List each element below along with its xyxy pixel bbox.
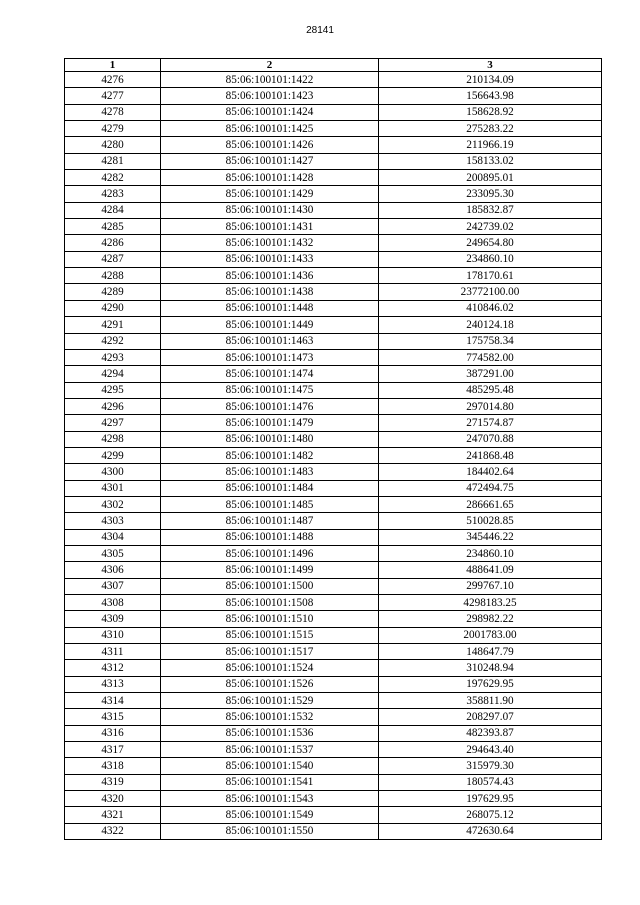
table-row (65, 153, 602, 169)
table-row (65, 611, 602, 627)
table-row (65, 415, 602, 431)
row-number-cell: 4296 (65, 398, 161, 414)
row-number-cell: 4311 (65, 644, 161, 660)
cadastral-number-cell: 85:06:100101:1510 (161, 611, 379, 627)
table-row (65, 774, 602, 790)
row-number-cell: 4286 (65, 235, 161, 251)
cadastral-number-cell: 85:06:100101:1431 (161, 219, 379, 235)
cadastral-number-cell: 85:06:100101:1430 (161, 202, 379, 218)
row-number-cell: 4291 (65, 317, 161, 333)
row-number-cell: 4293 (65, 349, 161, 365)
value-cell: 4298183.25 (379, 595, 602, 611)
row-number-cell: 4306 (65, 562, 161, 578)
cadastral-number-cell: 85:06:100101:1484 (161, 480, 379, 496)
cadastral-number-cell: 85:06:100101:1540 (161, 758, 379, 774)
header-row (65, 59, 602, 72)
row-number-cell: 4316 (65, 725, 161, 741)
value-cell: 156643.98 (379, 88, 602, 104)
table-row (65, 349, 602, 365)
table-row (65, 758, 602, 774)
cadastral-number-cell: 85:06:100101:1476 (161, 398, 379, 414)
cadastral-number-cell: 85:06:100101:1541 (161, 774, 379, 790)
cadastral-number-cell: 85:06:100101:1449 (161, 317, 379, 333)
cadastral-number-cell: 85:06:100101:1488 (161, 529, 379, 545)
table-row (65, 644, 602, 660)
cadastral-number-cell: 85:06:100101:1422 (161, 72, 379, 88)
table-row (65, 676, 602, 692)
table-row (65, 447, 602, 463)
cadastral-number-cell: 85:06:100101:1479 (161, 415, 379, 431)
value-cell: 175758.34 (379, 333, 602, 349)
row-number-cell: 4289 (65, 284, 161, 300)
row-number-cell: 4305 (65, 545, 161, 561)
table-row (65, 513, 602, 529)
row-number-cell: 4292 (65, 333, 161, 349)
cadastral-number-cell: 85:06:100101:1482 (161, 447, 379, 463)
table-row (65, 186, 602, 202)
cadastral-number-cell: 85:06:100101:1480 (161, 431, 379, 447)
row-number-cell: 4315 (65, 709, 161, 725)
row-number-cell: 4314 (65, 693, 161, 709)
value-cell: 178170.61 (379, 268, 602, 284)
row-number-cell: 4313 (65, 676, 161, 692)
cadastral-number-cell: 85:06:100101:1424 (161, 104, 379, 120)
row-number-cell: 4319 (65, 774, 161, 790)
table-row (65, 137, 602, 153)
value-cell: 472630.64 (379, 823, 602, 839)
cadastral-number-cell: 85:06:100101:1475 (161, 382, 379, 398)
table-row (65, 121, 602, 137)
row-number-cell: 4276 (65, 72, 161, 88)
value-cell: 184402.64 (379, 464, 602, 480)
cadastral-number-cell: 85:06:100101:1423 (161, 88, 379, 104)
row-number-cell: 4308 (65, 595, 161, 611)
table-row (65, 317, 602, 333)
table-row (65, 235, 602, 251)
cadastral-number-cell: 85:06:100101:1536 (161, 725, 379, 741)
value-cell: 271574.87 (379, 415, 602, 431)
cadastral-number-cell: 85:06:100101:1496 (161, 545, 379, 561)
value-cell: 488641.09 (379, 562, 602, 578)
value-cell: 240124.18 (379, 317, 602, 333)
row-number-cell: 4301 (65, 480, 161, 496)
row-number-cell: 4317 (65, 742, 161, 758)
row-number-cell: 4297 (65, 415, 161, 431)
row-number-cell: 4287 (65, 251, 161, 267)
value-cell: 234860.10 (379, 251, 602, 267)
value-cell: 298982.22 (379, 611, 602, 627)
row-number-cell: 4281 (65, 153, 161, 169)
cadastral-number-cell: 85:06:100101:1500 (161, 578, 379, 594)
table-row (65, 72, 602, 88)
cadastral-number-cell: 85:06:100101:1436 (161, 268, 379, 284)
value-cell: 23772100.00 (379, 284, 602, 300)
value-cell: 200895.01 (379, 170, 602, 186)
table-body (65, 72, 602, 840)
row-number-cell: 4322 (65, 823, 161, 839)
value-cell: 180574.43 (379, 774, 602, 790)
table-row (65, 562, 602, 578)
row-number-cell: 4312 (65, 660, 161, 676)
table-row (65, 693, 602, 709)
table-row (65, 251, 602, 267)
table-row (65, 807, 602, 823)
cadastral-number-cell: 85:06:100101:1429 (161, 186, 379, 202)
row-number-cell: 4300 (65, 464, 161, 480)
cadastral-number-cell: 85:06:100101:1473 (161, 349, 379, 365)
table-row (65, 742, 602, 758)
table-row (65, 660, 602, 676)
table-row (65, 170, 602, 186)
cadastral-number-cell: 85:06:100101:1508 (161, 595, 379, 611)
table-row (65, 725, 602, 741)
table-row (65, 382, 602, 398)
row-number-cell: 4280 (65, 137, 161, 153)
row-number-cell: 4294 (65, 366, 161, 382)
cadastral-number-cell: 85:06:100101:1428 (161, 170, 379, 186)
table-row (65, 709, 602, 725)
value-cell: 345446.22 (379, 529, 602, 545)
table-row (65, 398, 602, 414)
table-row (65, 627, 602, 643)
table-row (65, 431, 602, 447)
row-number-cell: 4310 (65, 627, 161, 643)
table-row (65, 496, 602, 512)
cadastral-number-cell: 85:06:100101:1483 (161, 464, 379, 480)
table-row (65, 529, 602, 545)
column-header-3: 3 (379, 59, 602, 72)
row-number-cell: 4307 (65, 578, 161, 594)
value-cell: 472494.75 (379, 480, 602, 496)
value-cell: 234860.10 (379, 545, 602, 561)
table-row (65, 545, 602, 561)
row-number-cell: 4288 (65, 268, 161, 284)
cadastral-number-cell: 85:06:100101:1524 (161, 660, 379, 676)
row-number-cell: 4278 (65, 104, 161, 120)
row-number-cell: 4320 (65, 791, 161, 807)
cadastral-number-cell: 85:06:100101:1550 (161, 823, 379, 839)
value-cell: 387291.00 (379, 366, 602, 382)
cadastral-number-cell: 85:06:100101:1426 (161, 137, 379, 153)
row-number-cell: 4321 (65, 807, 161, 823)
row-number-cell: 4277 (65, 88, 161, 104)
value-cell: 410846.02 (379, 300, 602, 316)
data-table (64, 58, 602, 840)
column-header-1: 1 (65, 59, 161, 72)
row-number-cell: 4279 (65, 121, 161, 137)
value-cell: 233095.30 (379, 186, 602, 202)
cadastral-number-cell: 85:06:100101:1425 (161, 121, 379, 137)
value-cell: 211966.19 (379, 137, 602, 153)
table-row (65, 268, 602, 284)
value-cell: 158133.02 (379, 153, 602, 169)
row-number-cell: 4309 (65, 611, 161, 627)
row-number-cell: 4304 (65, 529, 161, 545)
value-cell: 247070.88 (379, 431, 602, 447)
table-row (65, 480, 602, 496)
value-cell: 2001783.00 (379, 627, 602, 643)
value-cell: 358811.90 (379, 693, 602, 709)
cadastral-number-cell: 85:06:100101:1448 (161, 300, 379, 316)
cadastral-number-cell: 85:06:100101:1549 (161, 807, 379, 823)
table-row (65, 202, 602, 218)
value-cell: 485295.48 (379, 382, 602, 398)
cadastral-number-cell: 85:06:100101:1517 (161, 644, 379, 660)
row-number-cell: 4303 (65, 513, 161, 529)
row-number-cell: 4302 (65, 496, 161, 512)
value-cell: 294643.40 (379, 742, 602, 758)
cadastral-number-cell: 85:06:100101:1543 (161, 791, 379, 807)
value-cell: 286661.65 (379, 496, 602, 512)
row-number-cell: 4295 (65, 382, 161, 398)
value-cell: 275283.22 (379, 121, 602, 137)
table-row (65, 104, 602, 120)
cadastral-number-cell: 85:06:100101:1485 (161, 496, 379, 512)
cadastral-number-cell: 85:06:100101:1433 (161, 251, 379, 267)
table-row (65, 366, 602, 382)
value-cell: 148647.79 (379, 644, 602, 660)
table-row (65, 219, 602, 235)
table-row (65, 333, 602, 349)
row-number-cell: 4284 (65, 202, 161, 218)
value-cell: 197629.95 (379, 676, 602, 692)
value-cell: 510028.85 (379, 513, 602, 529)
page-number: 28141 (306, 25, 334, 36)
row-number-cell: 4283 (65, 186, 161, 202)
row-number-cell: 4282 (65, 170, 161, 186)
table-row (65, 284, 602, 300)
cadastral-number-cell: 85:06:100101:1532 (161, 709, 379, 725)
table-row (65, 578, 602, 594)
cadastral-number-cell: 85:06:100101:1432 (161, 235, 379, 251)
cadastral-number-cell: 85:06:100101:1499 (161, 562, 379, 578)
value-cell: 158628.92 (379, 104, 602, 120)
table-header (65, 59, 602, 72)
row-number-cell: 4298 (65, 431, 161, 447)
value-cell: 210134.09 (379, 72, 602, 88)
cadastral-number-cell: 85:06:100101:1487 (161, 513, 379, 529)
cadastral-number-cell: 85:06:100101:1529 (161, 693, 379, 709)
cadastral-number-cell: 85:06:100101:1526 (161, 676, 379, 692)
value-cell: 268075.12 (379, 807, 602, 823)
value-cell: 241868.48 (379, 447, 602, 463)
table-row (65, 300, 602, 316)
table-row (65, 464, 602, 480)
cadastral-number-cell: 85:06:100101:1474 (161, 366, 379, 382)
cadastral-number-cell: 85:06:100101:1438 (161, 284, 379, 300)
table-row (65, 791, 602, 807)
cadastral-number-cell: 85:06:100101:1463 (161, 333, 379, 349)
value-cell: 774582.00 (379, 349, 602, 365)
value-cell: 208297.07 (379, 709, 602, 725)
row-number-cell: 4299 (65, 447, 161, 463)
value-cell: 249654.80 (379, 235, 602, 251)
value-cell: 299767.10 (379, 578, 602, 594)
table-row (65, 88, 602, 104)
value-cell: 185832.87 (379, 202, 602, 218)
cadastral-number-cell: 85:06:100101:1515 (161, 627, 379, 643)
value-cell: 482393.87 (379, 725, 602, 741)
value-cell: 242739.02 (379, 219, 602, 235)
table-row (65, 595, 602, 611)
value-cell: 310248.94 (379, 660, 602, 676)
cadastral-number-cell: 85:06:100101:1537 (161, 742, 379, 758)
value-cell: 297014.80 (379, 398, 602, 414)
row-number-cell: 4318 (65, 758, 161, 774)
table-row (65, 823, 602, 839)
value-cell: 197629.95 (379, 791, 602, 807)
value-cell: 315979.30 (379, 758, 602, 774)
cadastral-number-cell: 85:06:100101:1427 (161, 153, 379, 169)
row-number-cell: 4290 (65, 300, 161, 316)
row-number-cell: 4285 (65, 219, 161, 235)
column-header-2: 2 (161, 59, 379, 72)
